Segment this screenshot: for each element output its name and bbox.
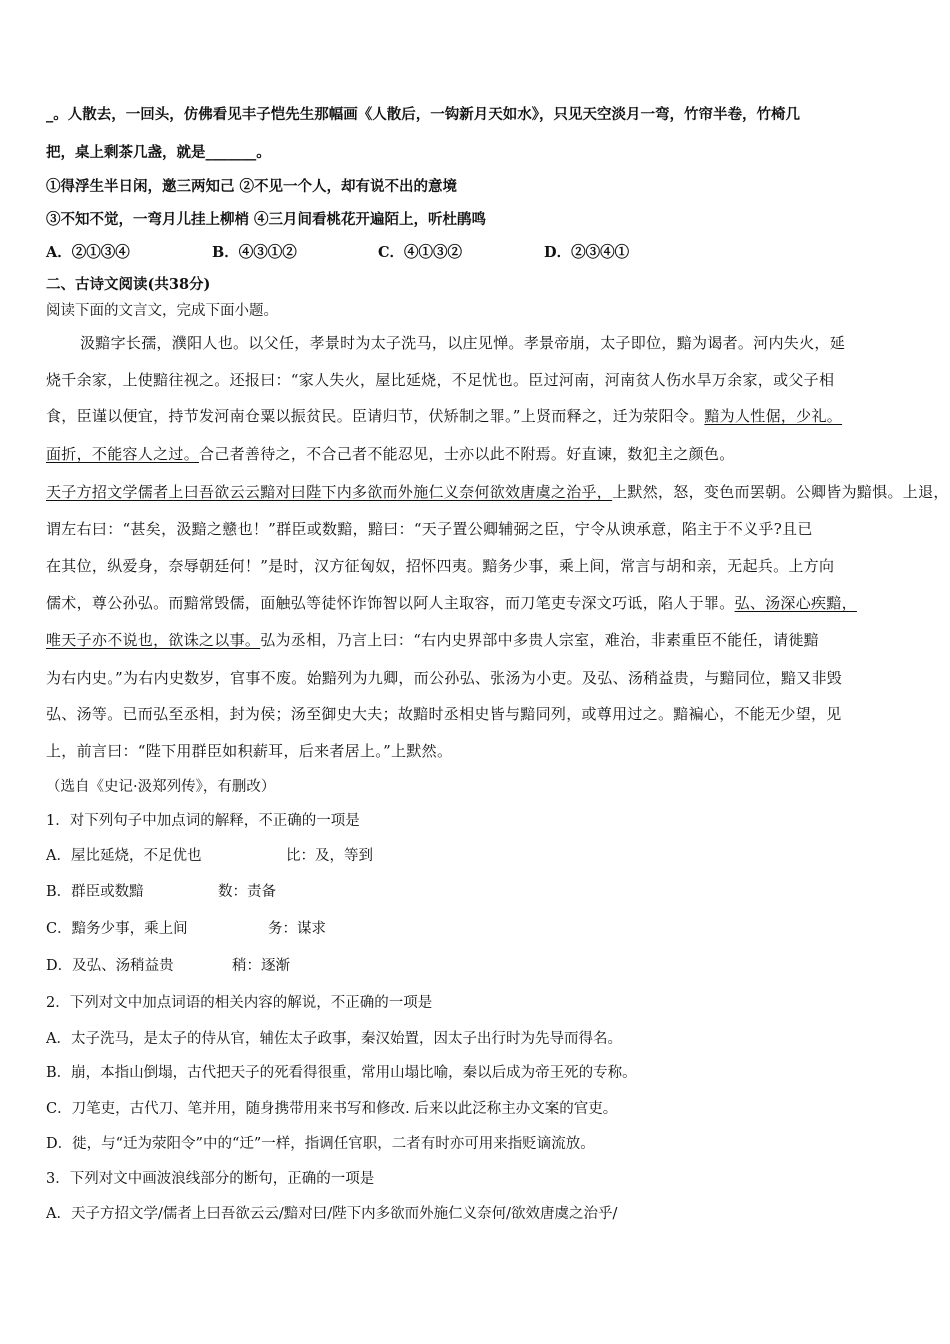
q2-option: A．太子洗马，是太子的侍从官，辅佐太子政事，秦汉始置，因太子出行时为先导而得名。	[46, 1031, 622, 1047]
passage-line: 汲黯字长孺，濮阳人也。以父任，孝景时为太子洗马，以庄见惮。孝景帝崩，太子即位，黯为谒者。河内失火，延	[80, 334, 846, 352]
intro-option-a: A．②①③④	[46, 244, 130, 261]
passage-line: 弘、汤等。已而弘至丞相，封为侯；汤至御史大夫；故黯时丞相史皆与黯同列，或尊用过之。黯褊心，不能无少望，见	[46, 705, 842, 723]
q2-option: B．崩，本指山倒塌，古代把天子的死看得很重，常用山塌比喻，秦以后成为帝王死的专称。	[46, 1065, 637, 1081]
intro-line-2: 把，桌上剩茶几盏，就是_______。	[46, 144, 271, 161]
choice-row-2: ③不知不觉，一弯月儿挂上柳梢 ④三月间看桃花开遍陌上，听杜鹃鸣	[46, 211, 487, 228]
section-title: 二、古诗文阅读(共38分)	[46, 276, 211, 293]
passage-line: 天子方招文学儒者上曰吾欲云云黯对曰陛下内多欲而外施仁义奈何欲效唐虞之治乎，上默然，怒，变色而罢朝。公卿皆为黯惧。上退，	[46, 483, 949, 501]
choice-row-1: ①得浮生半日闲，邀三两知己 ②不见一个人，却有说不出的意境	[46, 178, 458, 195]
underlined-phrase: 唯天子亦不说也，欲诛之以事。	[46, 631, 261, 649]
intro-line-1: _。人散去，一回头，仿佛看见丰子恺先生那幅画《人散后，一钩新月天如水》，只见天空淡月一弯，竹帘半卷，竹椅几	[46, 106, 800, 123]
passage-line: 上，前言曰：“陛下用群臣如积薪耳，后来者居上。”上默然。	[46, 742, 453, 760]
passage-source: （选自《史记·汲郑列传》，有删改）	[46, 779, 276, 795]
q2-stem: 2．下列对文中加点词语的相关内容的解说，不正确的一项是	[46, 995, 433, 1011]
passage-line: 烧千余家，上使黯往视之。还报曰：“家人失火，屋比延烧，不足忧也。臣过河南，河南贫人伤水旱万余家，或父子相	[46, 371, 835, 389]
q3-option: A．天子方招文学/儒者上曰吾欲云云/黯对曰/陛下内多欲而外施仁义奈何/欲效唐虞之治乎/	[46, 1206, 618, 1222]
intro-options	[46, 241, 629, 262]
q1-option: D．及弘、汤稍益贵 稍：逐渐	[46, 958, 290, 974]
passage-line: 唯天子亦不说也，欲诛之以事。弘为丞相，乃言上曰：“右内史界部中多贵人宗室，难治，非素重臣不能任，请徙黯	[46, 631, 819, 649]
underlined-phrase: 弘、汤深心疾黯，	[734, 594, 857, 612]
section-instruction: 阅读下面的文言文，完成下面小题。	[46, 303, 278, 319]
q2-option: C．刀笔吏，古代刀、笔并用，随身携带用来书写和修改. 后来以此泛称主办文案的官吏。	[46, 1101, 618, 1117]
intro-option-d: D．②③④①	[544, 244, 630, 261]
intro-option-b: B．④③①②	[212, 244, 297, 261]
underlined-phrase: 面折，不能容人之过。	[46, 445, 200, 463]
passage-line: 谓左右曰：“甚矣，汲黯之戆也！”群臣或数黯，黯曰：“天子置公卿辅弼之臣，宁令从谀承意，陷主于不义乎?且已	[46, 520, 813, 538]
q2-option: D．徙，与“迁为荥阳令”中的“迁”一样，指调任官职，二者有时亦可用来指贬谪流放。	[46, 1136, 595, 1152]
q1-stem: 1．对下列句子中加点词的解释，不正确的一项是	[46, 813, 360, 829]
underlined-phrase: 黯为人性倨，少礼。	[704, 407, 843, 425]
q1-option: B．群臣或数黯 数：责备	[46, 884, 276, 900]
q1-option: A．屋比延烧，不足优也 比：及，等到	[46, 848, 373, 864]
passage-line: 在其位，纵爱身，奈辱朝廷何！”是时，汉方征匈奴，招怀四夷。黯务少事，乘上间，常言与胡和亲，无起兵。上方向	[46, 557, 835, 575]
q1-option: C．黯务少事，乘上间 务：谋求	[46, 921, 326, 937]
wavy-underlined-phrase: 天子方招文学儒者上曰吾欲云云黯对曰陛下内多欲而外施仁义奈何欲效唐虞之治乎，	[46, 483, 613, 501]
intro-option-c: C．④①③②	[378, 244, 463, 261]
passage-line: 儒术，尊公孙弘。而黯常毁儒，面触弘等徒怀诈饰智以阿人主取容，而刀笔吏专深文巧诋，陷人于罪。弘、汤深心疾黯，	[46, 594, 857, 612]
passage-line: 面折，不能容人之过。合己者善待之，不合己者不能忍见，士亦以此不附焉。好直谏，数犯主之颜色。	[46, 445, 735, 463]
passage-line: 食，臣谨以便宜，持节发河南仓粟以振贫民。臣请归节，伏矫制之罪。”上贤而释之，迁为荥阳令。黯为人性倨，少礼。	[46, 407, 843, 425]
q3-stem: 3．下列对文中画波浪线部分的断句，正确的一项是	[46, 1171, 375, 1187]
passage-line: 为右内史。”为右内史数岁，官事不废。始黯列为九卿，而公孙弘、张汤为小吏。及弘、汤稍益贵，与黯同位，黯又非毁	[46, 669, 843, 687]
